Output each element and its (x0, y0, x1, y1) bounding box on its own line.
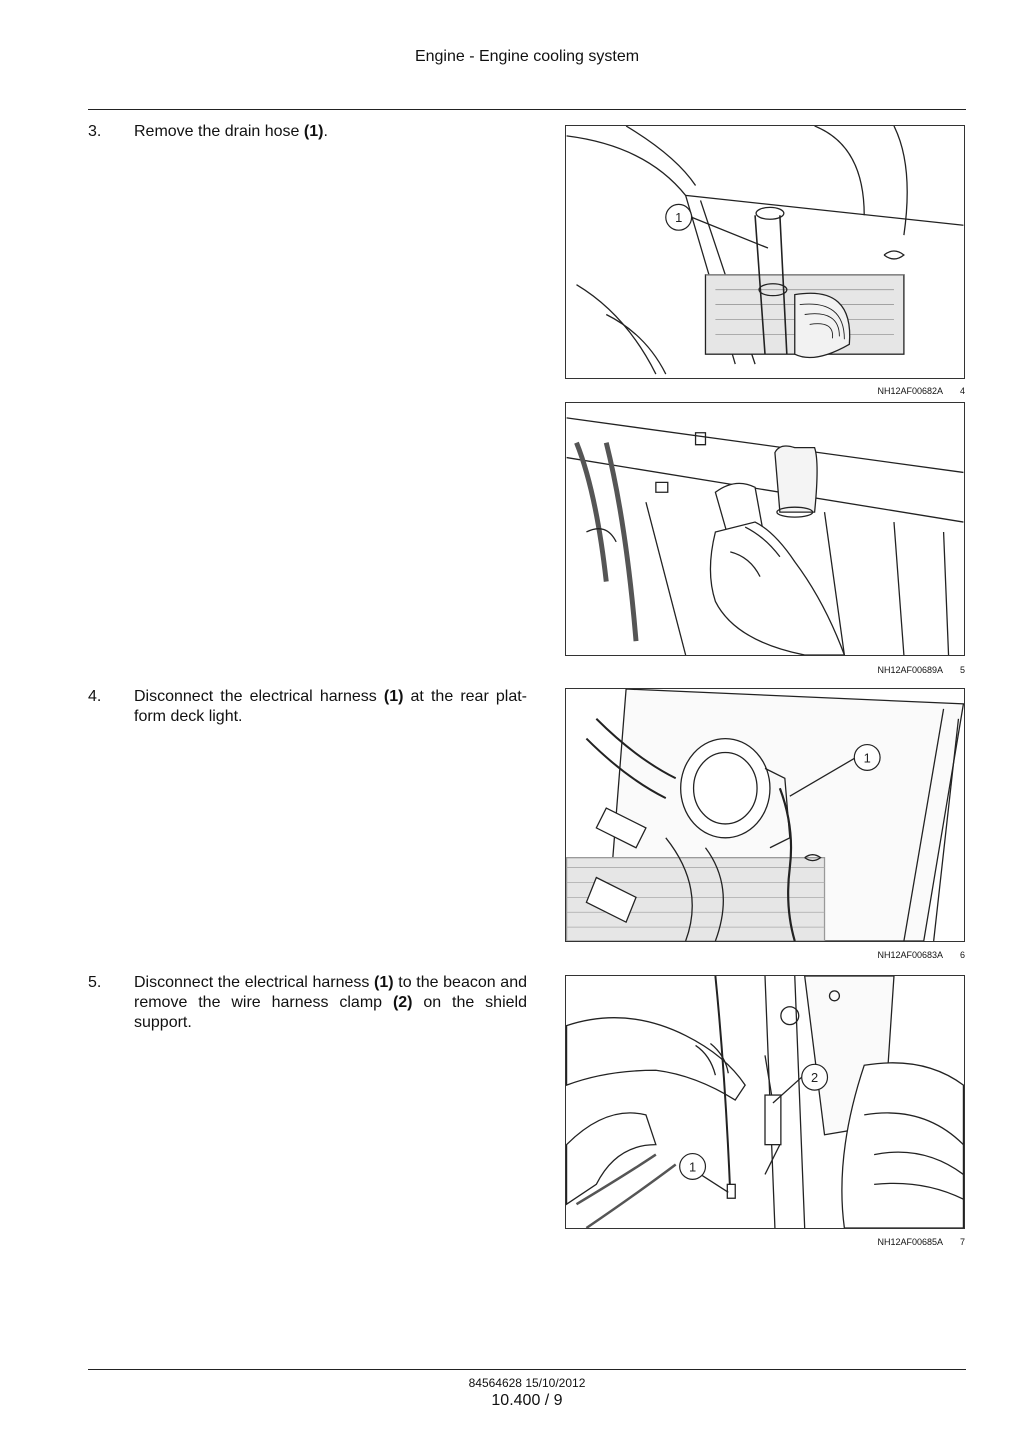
figure-code: NH12AF00682A (877, 386, 943, 396)
step-text: Remove the drain hose (1). (134, 123, 328, 140)
figure-caption-6 (565, 950, 965, 964)
figure-code: NH12AF00683A (877, 950, 943, 960)
figure-caption-7 (565, 1237, 965, 1251)
figure-number: 6 (959, 950, 965, 960)
figure-caption-4 (565, 386, 965, 400)
footer-page-number: 10.400 / 9 (491, 1392, 563, 1409)
figure-number: 7 (959, 1237, 965, 1247)
header-divider (88, 109, 966, 110)
step-number: 4. (88, 688, 102, 705)
figure-number: 4 (959, 386, 965, 396)
footer-document-reference: 84564628 15/10/2012 (468, 1376, 586, 1390)
figure-beacon-harness (565, 975, 965, 1229)
footer-divider (88, 1369, 966, 1370)
figure-code: NH12AF00689A (877, 665, 943, 675)
figure-deck-light-harness (565, 688, 965, 942)
callout-1: 1 (688, 1159, 697, 1175)
callout-1: 1 (863, 750, 871, 766)
step-text: Disconnect the electrical harness (1) at the rear plat-form deck light. (134, 688, 527, 725)
step-text: Disconnect the electrical harness (1) to the beacon and remove the wire harness clamp (2) on the shield support. (134, 974, 527, 1031)
callout-1: 1 (675, 210, 683, 226)
figure-drain-hose (565, 125, 965, 379)
figure-code: NH12AF00685A (877, 1237, 943, 1247)
step-number: 5. (88, 974, 102, 991)
figure-drain-hose-removed (565, 402, 965, 656)
figure-number: 5 (959, 665, 965, 675)
figure-caption-5 (565, 665, 965, 679)
page-header-title: Engine - Engine cooling system (414, 48, 640, 65)
callout-2: 2 (811, 1070, 819, 1086)
step-number: 3. (88, 123, 102, 140)
